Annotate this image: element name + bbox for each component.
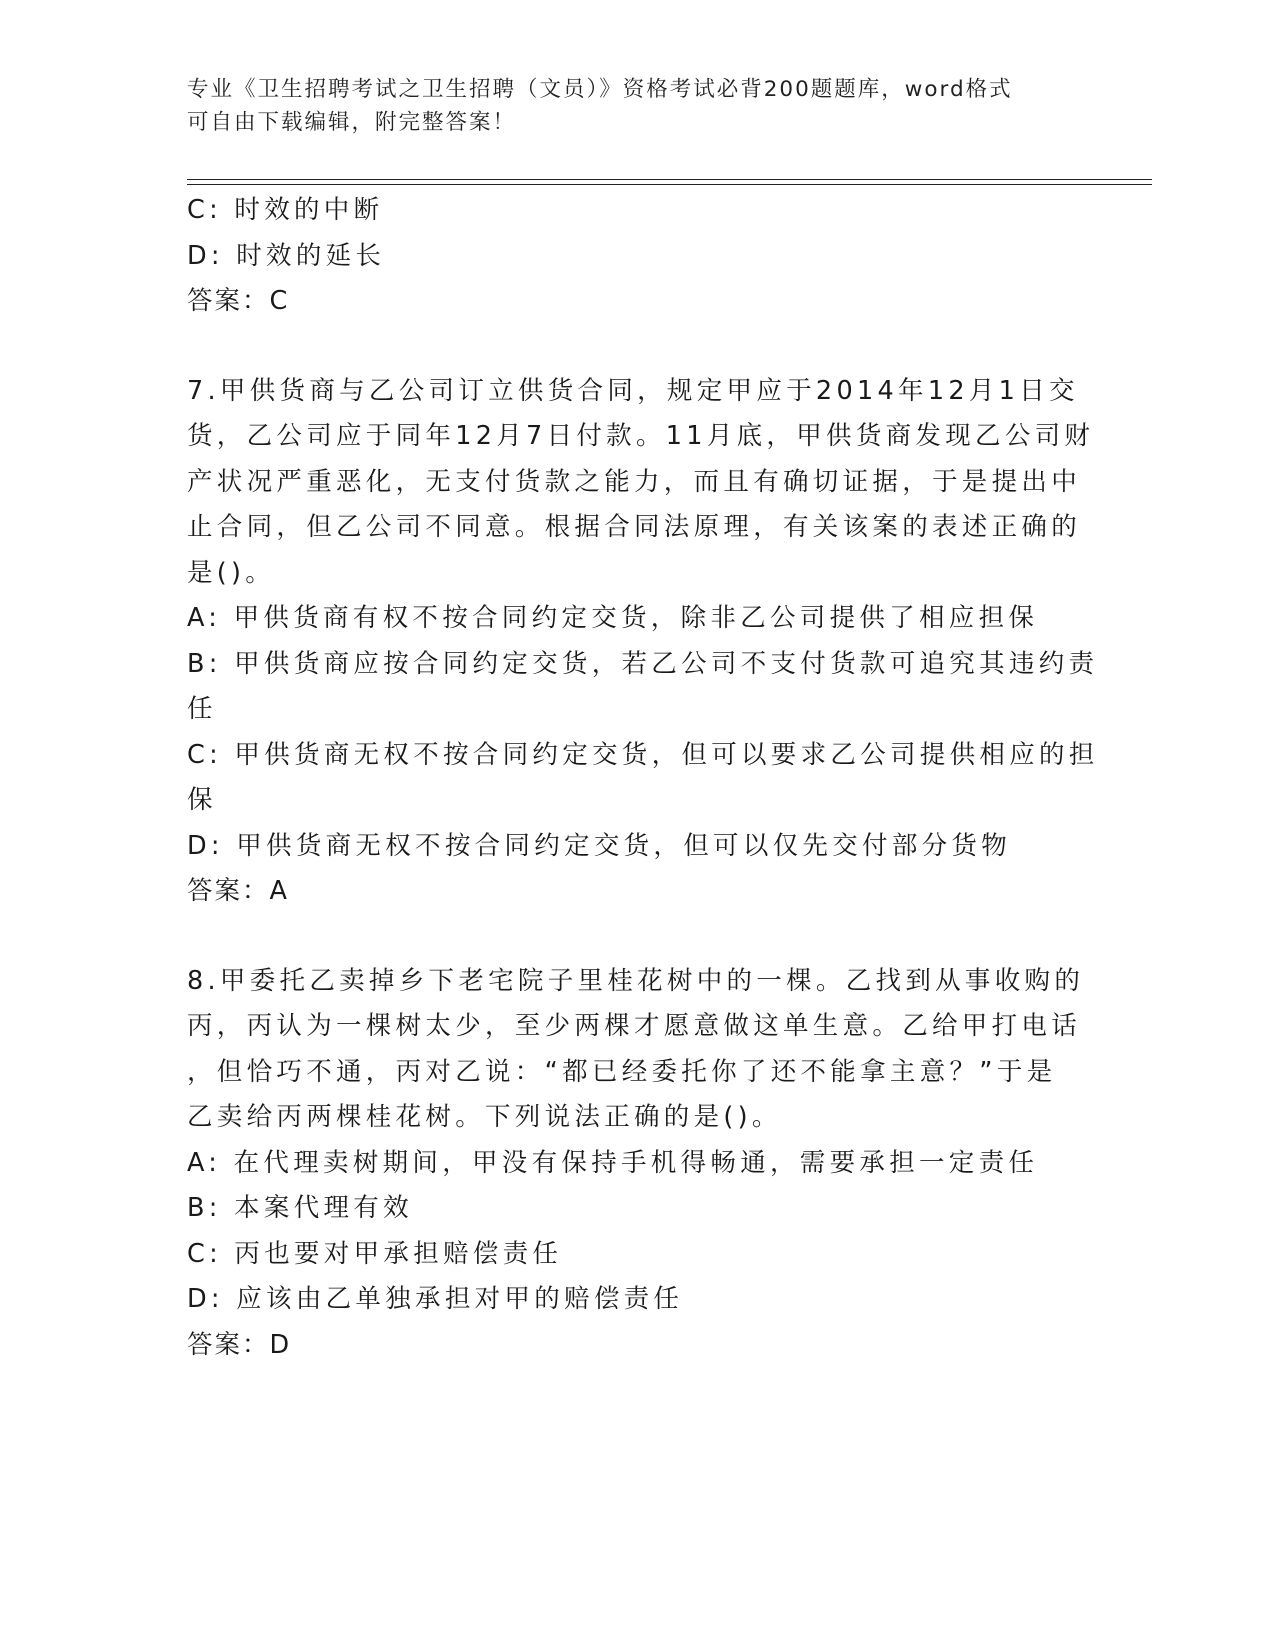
q7-option-b-cont: 任 bbox=[187, 694, 217, 724]
question-7 bbox=[187, 369, 1099, 915]
q7-option-c: C: 甲供货商无权不按合同约定交货，但可以要求乙公司提供相应的担 bbox=[187, 739, 1099, 770]
question-spacer bbox=[187, 325, 1087, 369]
q7-stem-line: 止合同，但乙公司不同意。根据合同法原理，有关该案的表述正确的 bbox=[187, 512, 1082, 542]
q7-stem-line: 7.甲供货商与乙公司订立供货合同，规定甲应于2014年12月1日交 bbox=[187, 375, 1079, 406]
q8-option-c: C: 丙也要对甲承担赔偿责任 bbox=[187, 1238, 563, 1269]
q7-stem-line: 是()。 bbox=[187, 557, 276, 588]
q7-stem-line: 产状况严重恶化，无支付货款之能力，而且有确切证据，于是提出中 bbox=[187, 466, 1082, 497]
q8-option-b: B: 本案代理有效 bbox=[187, 1193, 413, 1223]
header-rule-top bbox=[187, 179, 1152, 180]
q8-stem-line: 乙卖给丙两棵桂花树。下列说法正确的是()。 bbox=[187, 1102, 782, 1132]
header-rule-bottom bbox=[187, 184, 1152, 185]
q8-answer: 答案：D bbox=[187, 1329, 292, 1360]
question-spacer bbox=[187, 915, 1087, 959]
q7-stem-line: 货，乙公司应于同年12月7日付款。11月底，甲供货商发现乙公司财 bbox=[187, 421, 1095, 451]
q6-option-d: D: 时效的延长 bbox=[187, 240, 386, 271]
header-line-2: 可自由下载编辑，附完整答案！ bbox=[187, 110, 517, 135]
q7-answer: 答案：A bbox=[187, 876, 289, 906]
q7-option-b: B: 甲供货商应按合同约定交货，若乙公司不支付货款可追究其违约责 bbox=[187, 648, 1099, 679]
document-body bbox=[187, 188, 1099, 1368]
q6-option-c: C: 时效的中断 bbox=[187, 195, 384, 225]
q8-stem-line: 8.甲委托乙卖掉乡下老宅院子里桂花树中的一棵。乙找到从事收购的 bbox=[187, 965, 1085, 996]
q8-stem-line: 丙，丙认为一棵树太少，至少两棵才愿意做这单生意。乙给甲打电话 bbox=[187, 1011, 1082, 1041]
q6-answer: 答案：C bbox=[187, 286, 290, 316]
question-8 bbox=[187, 959, 1087, 1369]
q7-option-c-cont: 保 bbox=[187, 785, 217, 815]
q7-option-a: A: 甲供货商有权不按合同约定交货，除非乙公司提供了相应担保 bbox=[187, 603, 1039, 633]
document-header bbox=[187, 73, 1067, 139]
question-6-tail bbox=[187, 188, 1087, 325]
header-line-1: 专业《卫生招聘考试之卫生招聘（文员）》资格考试必背200题题库，word格式 bbox=[187, 77, 1013, 102]
q8-stem-line: ，但恰巧不通，丙对乙说：“都已经委托你了还不能拿主意？”于是 bbox=[187, 1056, 1057, 1087]
q8-option-a: A: 在代理卖树期间，甲没有保持手机得畅通，需要承担一定责任 bbox=[187, 1147, 1039, 1178]
q8-option-d: D: 应该由乙单独承担对甲的赔偿责任 bbox=[187, 1284, 684, 1314]
q7-option-d: D: 甲供货商无权不按合同约定交货，但可以仅先交付部分货物 bbox=[187, 830, 1012, 861]
